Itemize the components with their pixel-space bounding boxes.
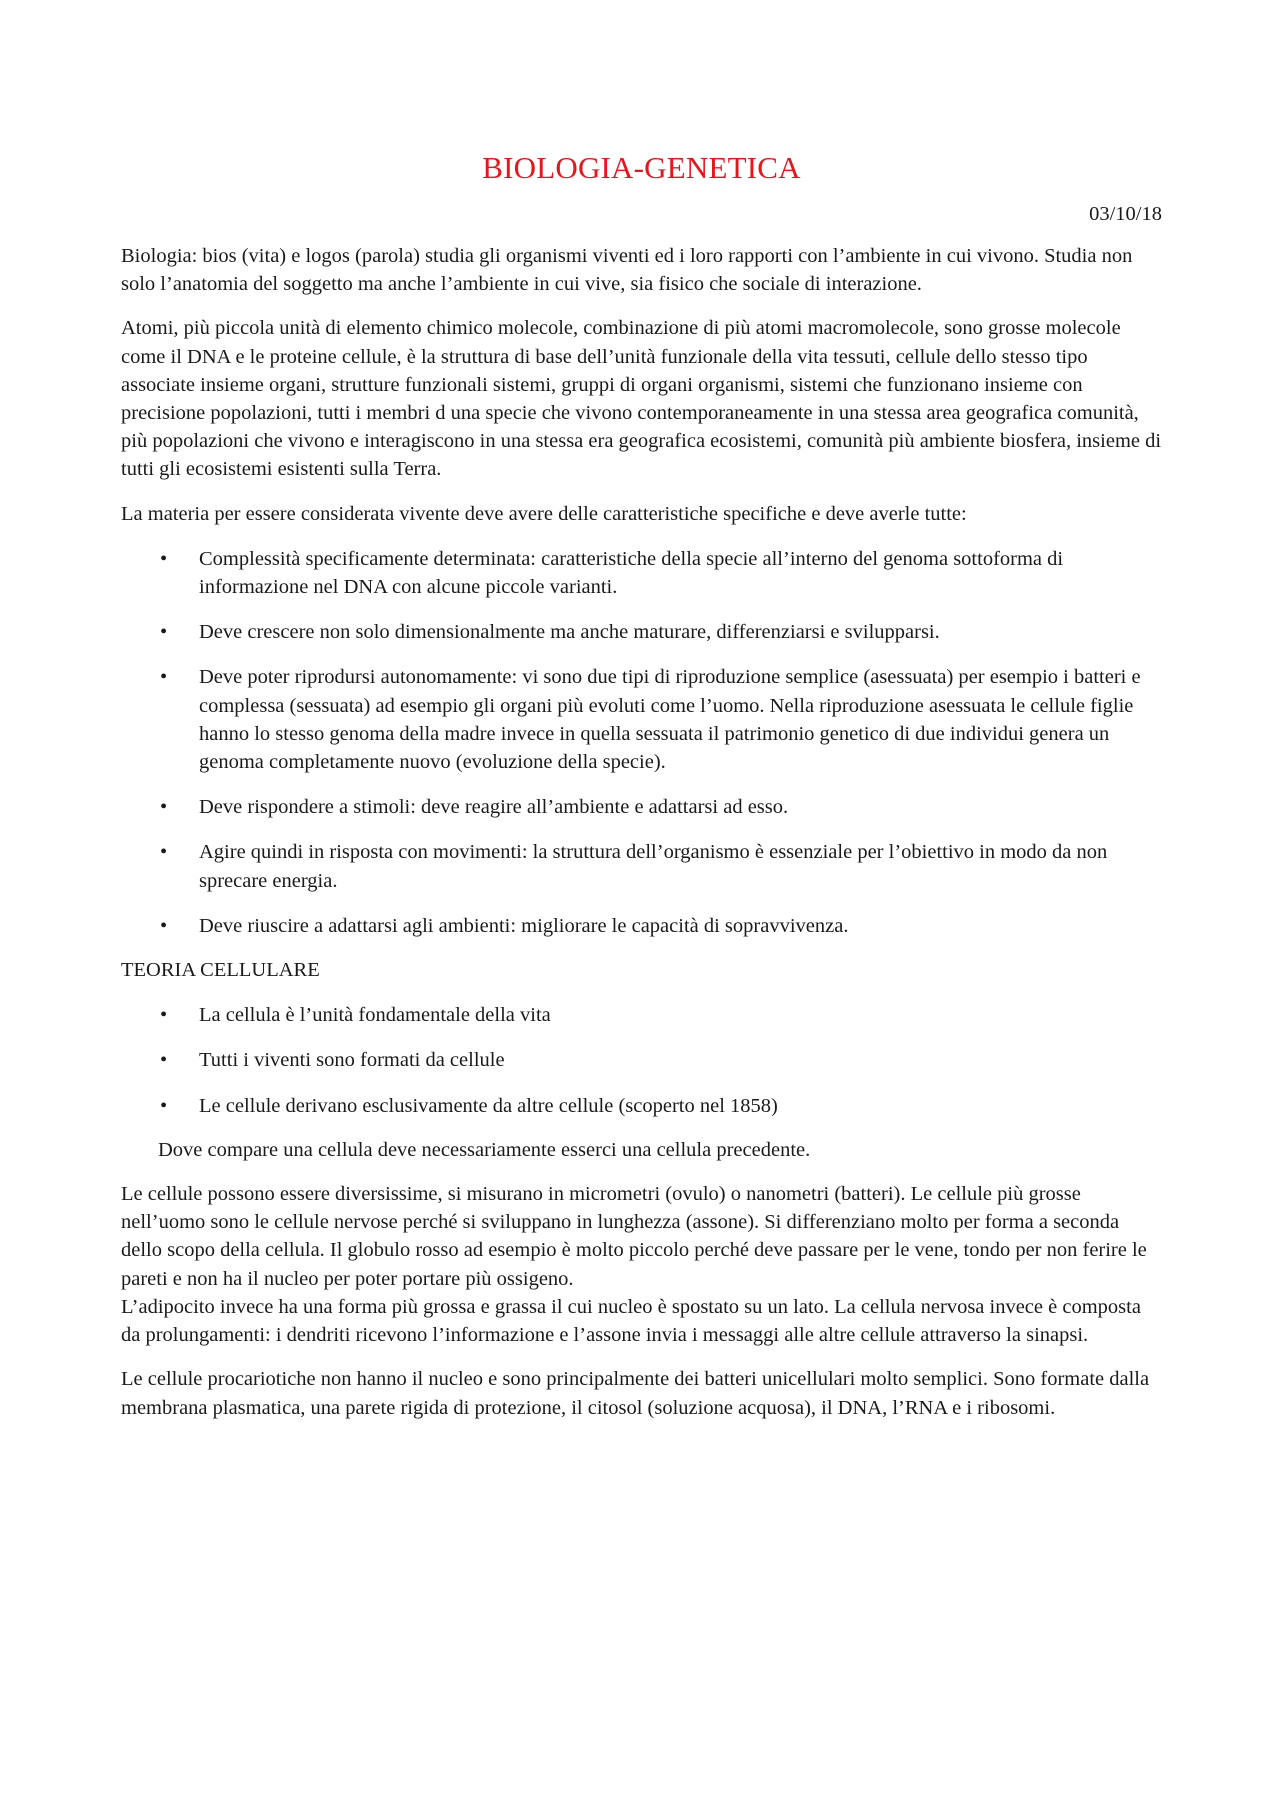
document-date: 03/10/18	[1089, 203, 1162, 225]
bullet-icon: •	[160, 1094, 168, 1117]
list-item-text: Deve rispondere a stimoli: deve reagire all’ambiente e adattarsi ad esso.	[199, 796, 789, 819]
paragraph-materia-vivente: La materia per essere considerata vivente deve avere delle caratteristiche specifiche e deve averle tutte:	[121, 502, 967, 525]
paragraph-adipocito: L’adipocito invece ha una forma più grossa e grassa il cui nucleo è spostato su un lato. La cellula nervosa invece è composta da prolungamenti: i dendriti ricevono l’informazione e l’assone invia i messaggi alle altre cellule attraverso la sinapsi.	[121, 1295, 1141, 1347]
list-item-text: Deve crescere non solo dimensionalmente ma anche maturare, differenziarsi e svilupparsi.	[199, 621, 940, 644]
list-item-text: Deve riuscire a adattarsi agli ambienti: migliorare le capacità di sopravvivenza.	[199, 914, 849, 937]
list-item-text: Tutti i viventi sono formati da cellule	[199, 1049, 505, 1072]
theory-list	[121, 1001, 1162, 1120]
list-item	[121, 838, 1162, 894]
document-title: BIOLOGIA-GENETICA	[482, 150, 801, 185]
list-item	[121, 545, 1162, 601]
list-item	[121, 912, 1162, 940]
paragraph-biologia: Biologia: bios (vita) e logos (parola) studia gli organismi viventi ed i loro rapporti con l’ambiente in cui vivono. Studia non solo l’anatomia del soggetto ma anche l’ambiente in cui vive, sia fisico che sociale di interazione.	[121, 245, 1133, 296]
bullet-icon: •	[160, 621, 168, 644]
paragraph-forma-cellule: Le cellule possono essere diversissime, si misurano in micrometri (ovulo) o nanometri (batteri). Le cellule più grosse nell’uomo sono le cellule nervose perché si sviluppano in lunghezza (assone). Si differenziano molto per forma a seconda dello scopo della cellula. Il globulo rosso ad esempio è molto piccolo perché deve passare per le vene, tondo per non ferire le pareti e non ha il nucleo per poter portare più ossigeno.	[121, 1183, 1147, 1290]
bullet-icon: •	[160, 547, 168, 570]
list-item-text: Le cellule derivano esclusivamente da altre cellule (scoperto nel 1858)	[199, 1094, 778, 1117]
list-item	[121, 1092, 1162, 1120]
bullet-icon: •	[160, 841, 168, 864]
list-item	[121, 618, 1162, 646]
bullet-icon: •	[160, 666, 168, 689]
list-item	[121, 663, 1162, 776]
bullet-icon: •	[160, 796, 168, 819]
indented-note: Dove compare una cellula deve necessariamente esserci una cellula precedente.	[158, 1138, 811, 1161]
list-item-text: Deve poter riprodursi autonomamente: vi sono due tipi di riproduzione semplice (asessuata) per esempio i batteri e complessa (sessuata) ad esempio gli organi più evoluti come l’uomo. Nella riproduzione asessuata le cellule figlie hanno lo stesso genoma della madre invece in quella sessuata il patrimonio genetico di due individui genera un genoma completamente nuovo (evoluzione della specie).	[199, 666, 1141, 774]
list-item	[121, 793, 1162, 821]
paragraph-procarioti: Le cellule procariotiche non hanno il nucleo e sono principalmente dei batteri unicellulari molto semplici. Sono formate dalla membrana plasmatica, una parete rigida di protezione, il citosol (soluzione acquosa), il DNA, l’RNA e i ribosomi.	[121, 1368, 1150, 1419]
list-item	[121, 1001, 1162, 1029]
list-item-text: Agire quindi in risposta con movimenti: la struttura dell’organismo è essenziale per l’obiettivo in modo da non sprecare energia.	[199, 841, 1108, 892]
bullet-icon: •	[160, 1049, 168, 1072]
bullet-icon: •	[160, 914, 168, 937]
bullet-icon: •	[160, 1004, 168, 1027]
paragraph-livelli-organizzazione: Atomi, più piccola unità di elemento chimico molecole, combinazione di più atomi macromolecole, sono grosse molecole come il DNA e le proteine cellule, è la struttura di base dell’unità funzionale della vita tessuti, cellule dello stesso tipo associate insieme organi, strutture funzionali sistemi, gruppi di organi organismi, sistemi che funzionano insieme con precisione popolazioni, tutti i membri d una specie che vivono contemporaneamente in una stessa area geografica comunità, più popolazioni che vivono e interagiscono in una stessa era geografica ecosistemi, comunità più ambiente biosfera, insieme di tutti gli ecosistemi esistenti sulla Terra.	[121, 317, 1162, 481]
section-heading-teoria-cellulare: TEORIA CELLULARE	[121, 959, 320, 982]
list-item-text: Complessità specificamente determinata: caratteristiche della specie all’interno del genoma sottoforma di informazione nel DNA con alcune piccole varianti.	[199, 547, 1064, 599]
list-item-text: La cellula è l’unità fondamentale della vita	[199, 1004, 551, 1027]
characteristics-list	[121, 545, 1162, 940]
list-item	[121, 1046, 1162, 1074]
